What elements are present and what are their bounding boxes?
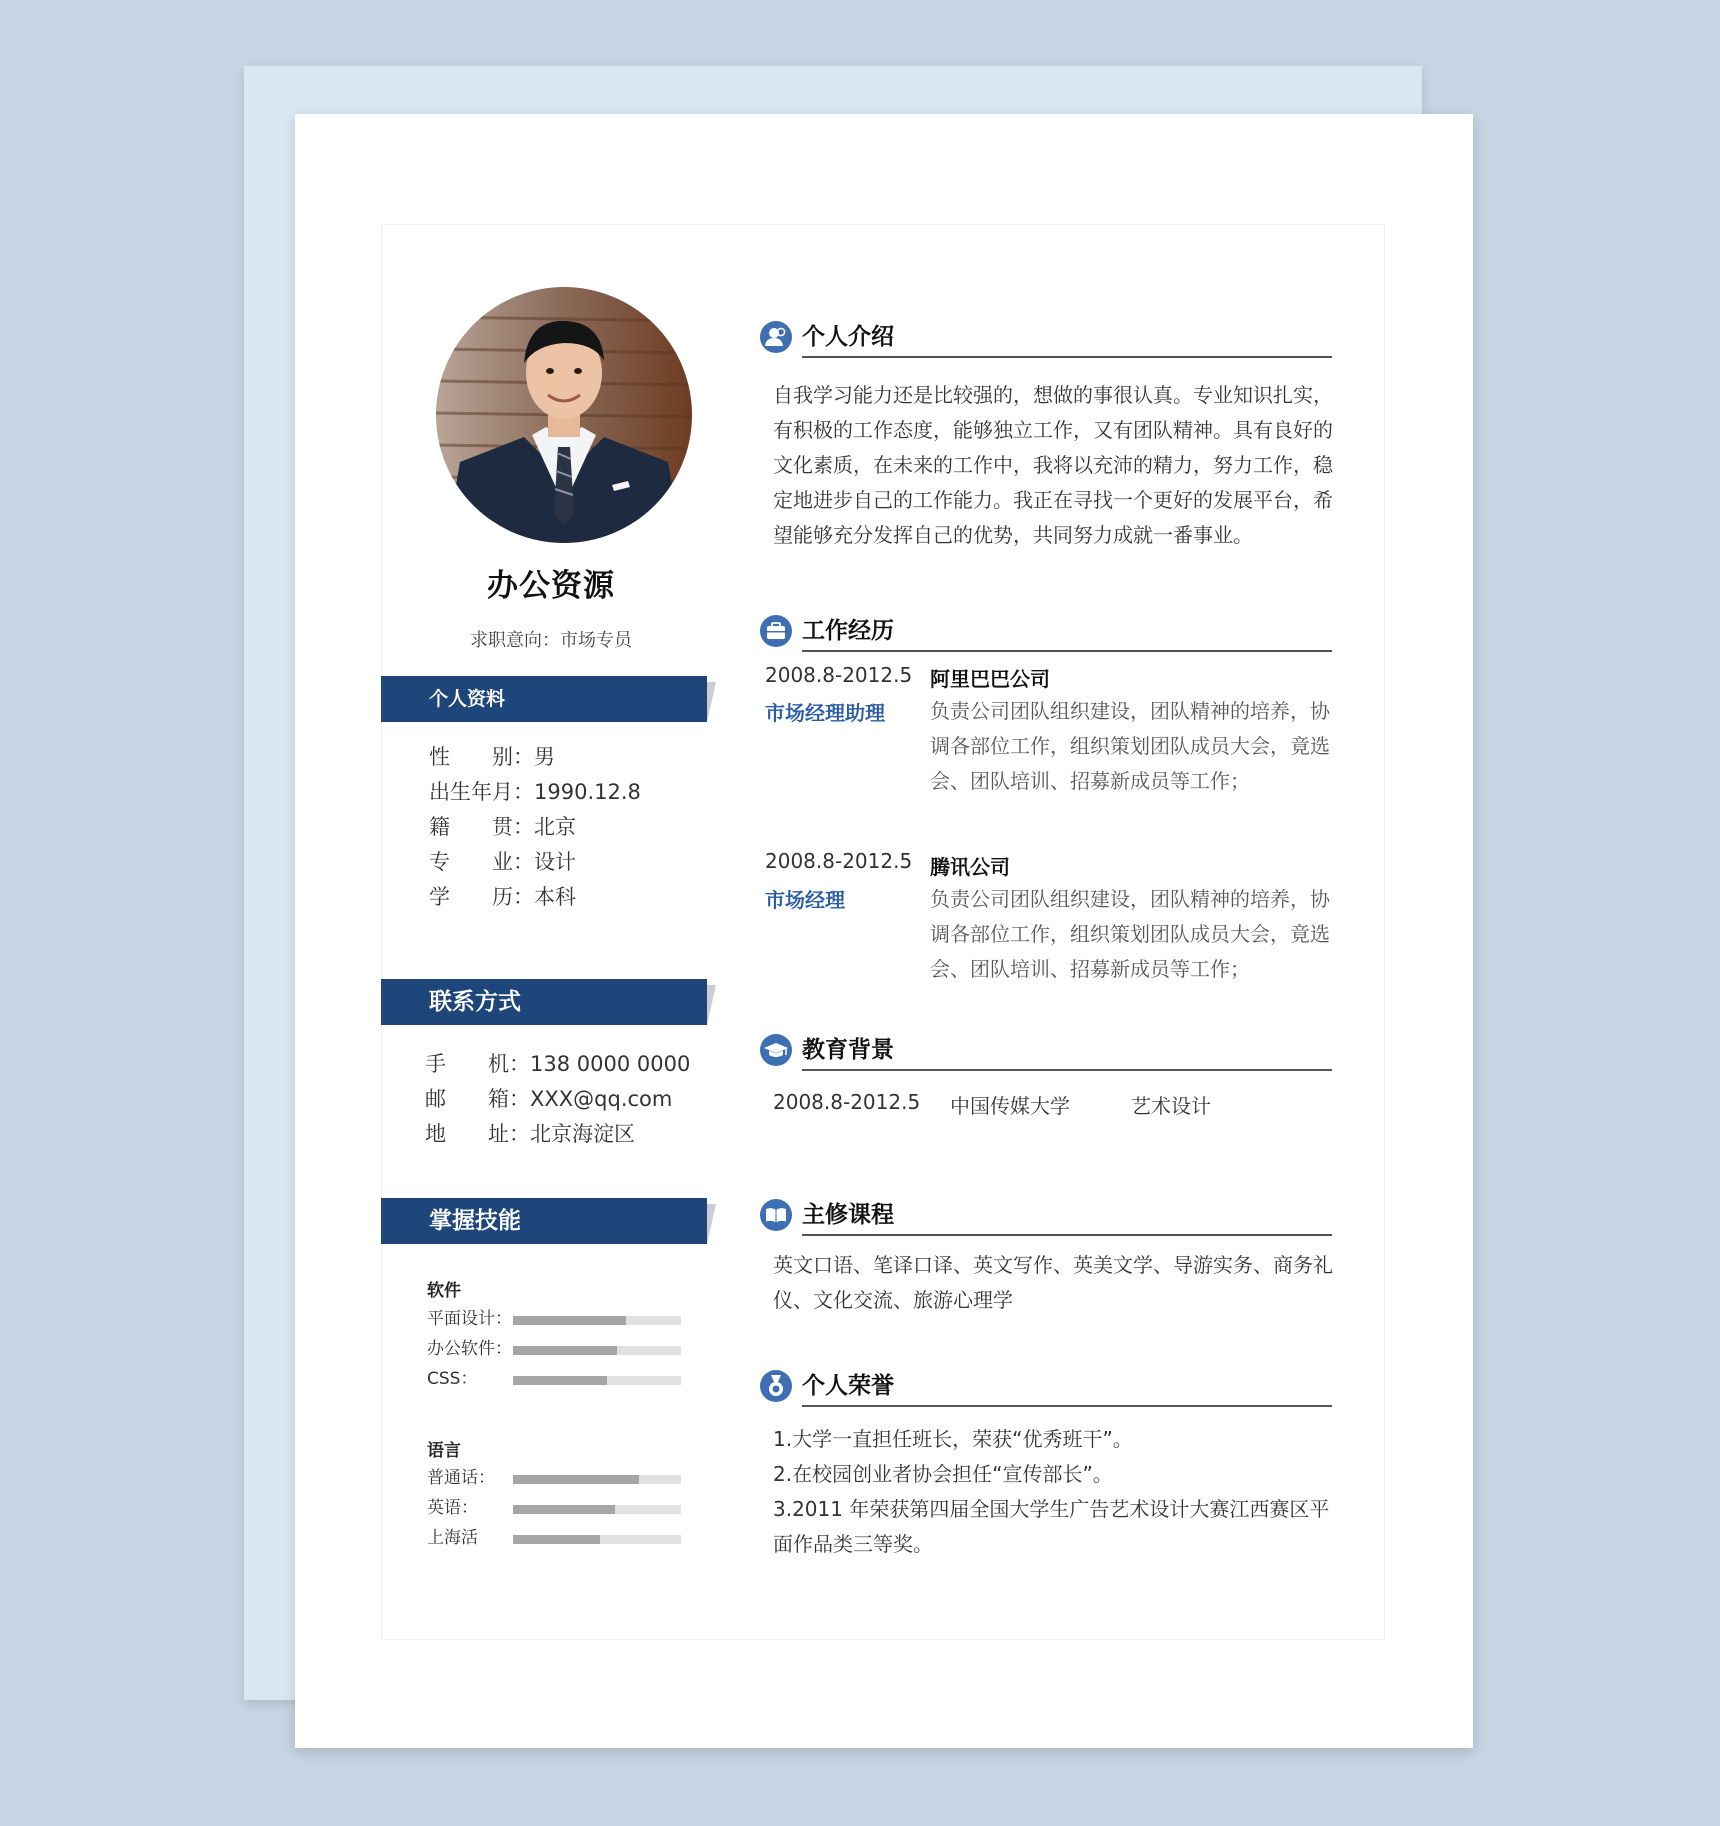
language-group-title: 语言 xyxy=(427,1441,461,1461)
info-key: 出生年月 xyxy=(429,780,513,804)
skill-row xyxy=(427,1364,681,1394)
intro-line: 自我学习能力还是比较强的，想做的事很认真。专业知识扎实， xyxy=(773,383,1333,407)
intro-paragraph xyxy=(773,378,1348,553)
job-intent-value: 市场专员 xyxy=(560,630,632,651)
education-section-header xyxy=(760,1031,1332,1071)
info-value: 北京 xyxy=(534,815,576,839)
job-desc-line: 调各部位工作，组织策划团队成员大会，竟选 xyxy=(930,734,1330,758)
skill-label: 办公软件： xyxy=(427,1339,512,1359)
honors-section-header xyxy=(760,1367,1332,1407)
job-description xyxy=(930,882,1345,987)
skill-label: 上海活 xyxy=(427,1528,478,1548)
courses-line: 仪、文化交流、旅游心理学 xyxy=(773,1288,1013,1312)
skills-header xyxy=(381,1198,707,1244)
job-date: 2008.8-2012.5 xyxy=(765,849,913,873)
contact-value: 北京海淀区 xyxy=(530,1122,635,1146)
contact-value: 138 0000 0000 xyxy=(530,1052,691,1076)
skill-track xyxy=(513,1535,681,1544)
intro-line: 有积极的工作态度，能够独立工作，又有团队精神。具有良好的 xyxy=(773,418,1333,442)
contact-header xyxy=(381,979,707,1025)
section-divider xyxy=(802,1069,1332,1071)
section-divider xyxy=(802,1405,1332,1407)
info-row-major xyxy=(429,845,641,880)
job-intent xyxy=(381,626,721,652)
contact-colon: ： xyxy=(509,1122,530,1146)
skill-label: CSS： xyxy=(427,1369,478,1389)
section-divider xyxy=(802,356,1332,358)
info-row-gender xyxy=(429,740,641,775)
job-company: 阿里巴巴公司 xyxy=(930,667,1050,691)
skill-row xyxy=(427,1304,681,1334)
intro-line: 定地进步自己的工作能力。我正在寻找一个更好的发展平台，希 xyxy=(773,488,1333,512)
job-role: 市场经理 xyxy=(765,888,845,912)
courses-title: 主修课程 xyxy=(802,1202,894,1228)
honor-item: 2.在校园创业者协会担任“宣传部长”。 xyxy=(773,1462,1113,1486)
skills-title: 掌握技能 xyxy=(429,1208,521,1234)
skill-label: 平面设计： xyxy=(427,1309,512,1329)
book-icon xyxy=(760,1199,792,1231)
intro-section-header xyxy=(760,318,1332,358)
contact-row-email xyxy=(425,1082,690,1117)
skill-track xyxy=(513,1376,681,1385)
info-value: 本科 xyxy=(534,885,576,909)
contact-row-address xyxy=(425,1117,690,1152)
info-row-degree xyxy=(429,880,641,915)
contact-title: 联系方式 xyxy=(429,989,521,1015)
profile-photo xyxy=(436,287,692,543)
skill-row xyxy=(427,1334,681,1364)
personal-info-list xyxy=(429,740,641,915)
info-colon: ： xyxy=(513,885,534,909)
contact-list xyxy=(425,1047,690,1152)
info-row-hometown xyxy=(429,810,641,845)
info-key: 专业 xyxy=(429,850,513,874)
skill-fill xyxy=(513,1376,607,1385)
info-value: 男 xyxy=(534,745,555,769)
contact-key: 手机 xyxy=(425,1052,509,1076)
intro-line: 文化素质，在未来的工作中，我将以充沛的精力，努力工作，稳 xyxy=(773,453,1333,477)
skill-track xyxy=(513,1346,681,1355)
skill-fill xyxy=(513,1316,626,1325)
info-colon: ： xyxy=(513,815,534,839)
info-colon: ： xyxy=(513,850,534,874)
software-group-title: 软件 xyxy=(427,1281,461,1301)
skill-label: 英语： xyxy=(427,1498,478,1518)
courses-paragraph xyxy=(773,1248,1348,1318)
job-desc-line: 负责公司团队组织建设，团队精神的培养，协 xyxy=(930,699,1330,723)
honor-item: 3.2011 年荣获第四届全国大学生广告艺术设计大赛江西赛区平 xyxy=(773,1497,1330,1521)
medal-icon xyxy=(760,1370,792,1402)
experience-section-header xyxy=(760,612,1332,652)
skill-fill xyxy=(513,1505,615,1514)
job-intent-label: 求职意向： xyxy=(470,630,560,651)
graduation-cap-icon xyxy=(760,1034,792,1066)
skill-row xyxy=(427,1523,681,1553)
info-key: 性别 xyxy=(429,745,513,769)
skill-track xyxy=(513,1505,681,1514)
contact-colon: ： xyxy=(509,1052,530,1076)
honors-title: 个人荣誉 xyxy=(802,1373,894,1399)
job-company: 腾讯公司 xyxy=(930,855,1010,879)
contact-colon: ： xyxy=(509,1087,530,1111)
skill-row xyxy=(427,1463,681,1493)
job-role: 市场经理助理 xyxy=(765,701,885,725)
skill-label: 普通话： xyxy=(427,1468,495,1488)
skill-fill xyxy=(513,1475,639,1484)
info-colon: ： xyxy=(513,780,534,804)
experience-title: 工作经历 xyxy=(802,618,894,644)
info-value: 设计 xyxy=(534,850,576,874)
skill-fill xyxy=(513,1535,600,1544)
contact-value: XXX@qq.com xyxy=(530,1087,673,1111)
intro-title: 个人介绍 xyxy=(802,324,894,350)
contact-row-phone xyxy=(425,1047,690,1082)
education-school: 中国传媒大学 xyxy=(950,1094,1070,1118)
courses-line: 英文口语、笔译口译、英文写作、英美文学、导游实务、商务礼 xyxy=(773,1253,1333,1277)
skill-track xyxy=(513,1316,681,1325)
info-value: 1990.12.8 xyxy=(534,780,641,804)
info-key: 学历 xyxy=(429,885,513,909)
intro-line: 望能够充分发挥自己的优势，共同努力成就一番事业。 xyxy=(773,523,1253,547)
honor-item: 1.大学一直担任班长，荣获“优秀班干”。 xyxy=(773,1427,1133,1451)
skill-row xyxy=(427,1493,681,1523)
job-desc-line: 负责公司团队组织建设，团队精神的培养，协 xyxy=(930,887,1330,911)
info-key: 籍贯 xyxy=(429,815,513,839)
info-row-birth xyxy=(429,775,641,810)
section-divider xyxy=(802,1234,1332,1236)
education-date: 2008.8-2012.5 xyxy=(773,1090,921,1114)
briefcase-icon xyxy=(760,615,792,647)
skill-fill xyxy=(513,1346,617,1355)
info-colon: ： xyxy=(513,745,534,769)
job-desc-line: 会、团队培训、招募新成员等工作； xyxy=(930,957,1250,981)
job-date: 2008.8-2012.5 xyxy=(765,663,913,687)
job-description xyxy=(930,694,1345,799)
honors-list xyxy=(773,1422,1348,1562)
contact-key: 地址 xyxy=(425,1122,509,1146)
candidate-name: 办公资源 xyxy=(487,568,615,604)
section-divider xyxy=(802,650,1332,652)
person-icon xyxy=(760,321,792,353)
job-desc-line: 调各部位工作，组织策划团队成员大会，竟选 xyxy=(930,922,1330,946)
courses-section-header xyxy=(760,1196,1332,1236)
skill-track xyxy=(513,1475,681,1484)
honor-item: 面作品类三等奖。 xyxy=(773,1532,933,1556)
education-major: 艺术设计 xyxy=(1131,1094,1211,1118)
contact-key: 邮箱 xyxy=(425,1087,509,1111)
job-desc-line: 会、团队培训、招募新成员等工作； xyxy=(930,769,1250,793)
personal-info-header xyxy=(381,676,707,722)
education-title: 教育背景 xyxy=(802,1037,894,1063)
personal-info-title: 个人资料 xyxy=(429,688,506,710)
